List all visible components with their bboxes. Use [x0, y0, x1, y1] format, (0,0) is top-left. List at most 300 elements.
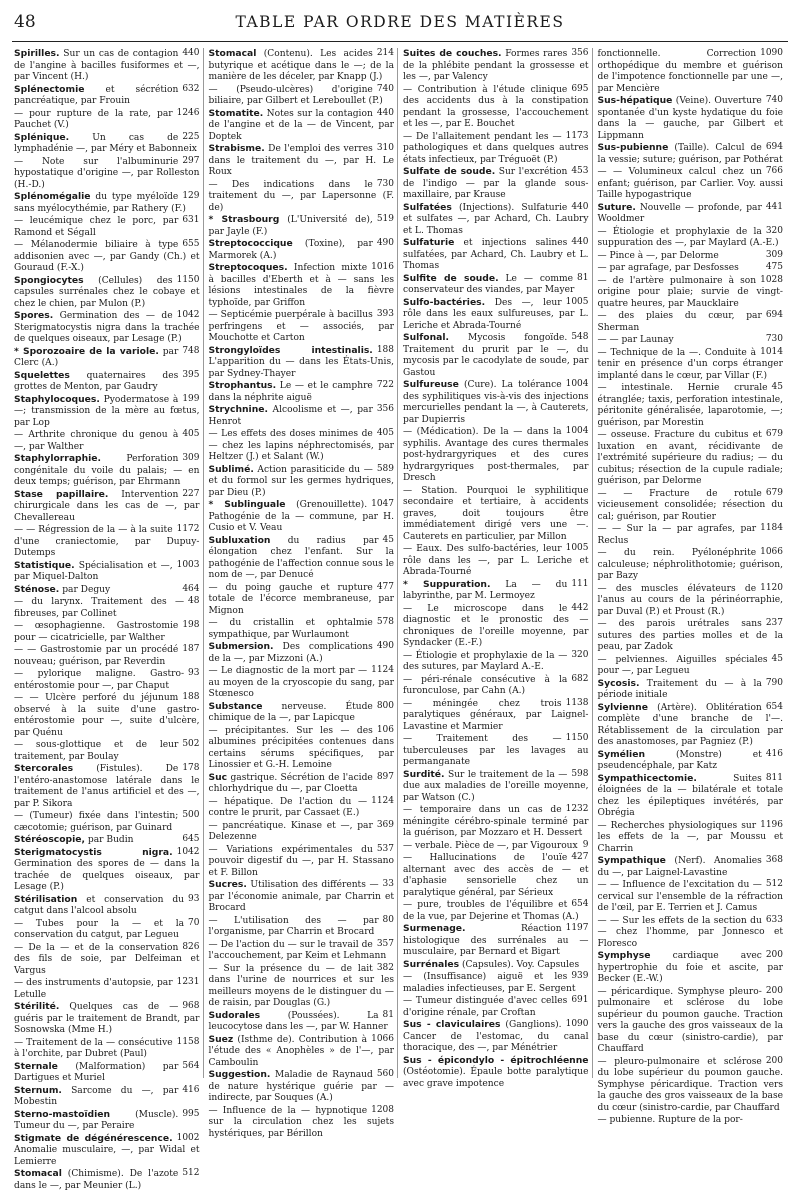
page-reference: 1231	[176, 977, 200, 987]
entry-text: — Variations expérimentales du pouvoir digestif du —, par H. Stassano et F. Billon	[208, 844, 394, 878]
page-reference: 227	[182, 488, 200, 499]
entry-text: par Budin	[87, 835, 134, 845]
entry-text: — De la — et de la conservation des fils de soie, par Delfeiman et Vargus	[14, 942, 200, 976]
page-reference: 766	[765, 166, 783, 176]
page-reference: 655	[182, 239, 200, 249]
index-entry	[14, 48, 200, 84]
index-entry	[209, 915, 395, 939]
entry-text: Infection mixte à bacilles d'Eberth et à — sans les lésions intestinales de la fièvre typhoïde, par Griffon	[208, 263, 394, 308]
index-entry	[209, 108, 395, 144]
page-reference: 490	[376, 238, 394, 248]
page-reference: 1047	[371, 499, 394, 509]
index-entry	[403, 804, 589, 840]
entry-heading: Stomatite.	[208, 107, 264, 119]
index-entry	[14, 1168, 200, 1192]
entry-heading: * Suppuration.	[403, 578, 491, 590]
page-reference: 416	[765, 748, 783, 759]
index-entry	[209, 262, 395, 309]
entry-text: — pelviennes. Aiguilles spéciales pour —, par Legueu	[597, 654, 768, 676]
index-entry	[14, 84, 200, 108]
index-entry	[209, 214, 395, 238]
page-reference: 1158	[176, 1036, 200, 1047]
index-entry	[14, 692, 200, 739]
index-entry	[598, 915, 784, 951]
index-entry	[209, 820, 395, 844]
page-reference: 512	[765, 879, 783, 889]
entry-text: — De l'allaitement pendant les — pathologiques et dans quelques autres états infectieux, par Tréguoët (P.)	[403, 131, 589, 165]
entry-heading: Sulfo-bactéries.	[403, 296, 486, 308]
entry-heading: Sténose.	[14, 583, 60, 595]
index-entry	[403, 202, 589, 238]
entry-text: (Ostéotomie). Épaule botte paralytique avec grave impotence	[403, 1067, 589, 1089]
index-entry	[14, 894, 200, 918]
page-reference: 695	[571, 83, 589, 94]
entry-heading: Squelettes	[14, 369, 70, 381]
entry-heading: Stérilité.	[14, 1001, 60, 1012]
entry-text: Sur un cas de contagion de l'angine à bacilles fusiformes et —, par Vincent (H.)	[14, 49, 200, 82]
index-entry	[14, 1001, 200, 1037]
entry-text: Quelques cas de — guéris par le traitement de Brandt, par Sosnowska (Mme H.)	[14, 1002, 200, 1035]
entry-heading: Suggestion.	[208, 1069, 271, 1080]
entry-text: — péricardique. Symphyse pleuro-pulmonaire et sclérose du lobe supérieur du poumon gauche. Traction vers la gauche des gros vaisseaux de la base du cœur (sinistro-cardie), par Chauffard	[597, 986, 783, 1054]
page-reference: 199	[182, 393, 200, 404]
index-entry	[598, 678, 784, 702]
entry-heading: Stérilisation	[14, 893, 78, 905]
page-reference: 129	[182, 191, 200, 201]
index-entry	[14, 834, 200, 847]
entry-text: Traitement du — à la période initiale	[597, 678, 762, 700]
entry-text: — péri-rénale consécutive à la furonculose, par Cahn (A.)	[403, 674, 568, 696]
page-reference: 1003	[176, 559, 200, 570]
index-entry	[598, 1056, 784, 1115]
entry-text: — — Régression de la — à la suite d'une craniectomie, par Dupuy-Dutemps	[14, 525, 200, 558]
page-reference: 631	[182, 215, 200, 225]
entry-text: — — Sur les effets de la section du — chez l'homme, par Jonnesco et Floresco	[597, 915, 783, 949]
page-reference: 200	[765, 950, 783, 960]
page-reference: 45	[771, 653, 783, 664]
page-reference: 578	[376, 617, 394, 627]
index-entry	[403, 543, 589, 579]
page-reference: 320	[765, 225, 783, 236]
page-reference: 1173	[565, 130, 589, 141]
index-entry	[209, 963, 395, 1010]
index-entry	[209, 428, 395, 464]
page-reference: 106	[376, 724, 394, 735]
entry-text: — Influence de la — hypnotique sur la circulation chez les sujets hystériques, par Bérillon	[208, 1105, 394, 1139]
entry-text: Nouvelle — profonde, par Wooldmer	[597, 202, 762, 224]
index-entry	[403, 131, 589, 167]
index-entry	[598, 702, 784, 749]
index-entry	[209, 796, 395, 820]
page-reference: 440	[182, 48, 200, 58]
page-reference: 477	[376, 581, 394, 592]
page-number: 48	[14, 12, 36, 32]
entry-text: — des muscles élévateurs de l'anus au cours de la périnéorraphie, par Duval (P.) et Proust (R.)	[597, 583, 783, 617]
page-reference: 1172	[176, 524, 200, 534]
index-entry	[14, 429, 200, 453]
page-reference: 405	[182, 429, 200, 439]
entry-text: La — du labyrinthe, par M. Lermoyez	[403, 579, 568, 601]
entry-text: — des plaies du cœur, par Sherman	[597, 311, 762, 333]
page-reference: 440	[376, 107, 394, 118]
entry-text: Pyodermatose à —; transmission de la mère au fœtus, par Lop	[14, 394, 200, 428]
entry-heading: Surdité.	[403, 768, 445, 780]
entry-text: — Pince à —, par Delorme	[597, 250, 719, 261]
entry-text: Réaction histologique des surrénales au — musculaire, par Bernard et Bigart	[403, 924, 589, 957]
entry-text: Mycosis fongoïde. Traitement du prurit par le —, du mycosis par le cacodylate de soude, par Gastou	[403, 333, 589, 378]
entry-heading: Sulfite de soude.	[403, 272, 499, 284]
page-reference: 237	[765, 618, 783, 628]
index-entry	[14, 1061, 200, 1085]
page-reference: 502	[182, 739, 200, 749]
entry-heading: Stercorales	[14, 763, 74, 774]
page-reference: 748	[182, 345, 200, 356]
index-entry	[14, 346, 200, 370]
entry-text: — — Ulcère perforé du jéjunum observé à la suite d'une gastro-entérostomie pour —, suite d'ulcère, par Quénu	[14, 693, 200, 738]
entry-text: nerveuse. Étude chimique de la —, par Lapicque	[208, 701, 373, 723]
page-reference: 440	[571, 237, 589, 247]
page-reference: 393	[376, 309, 394, 319]
entry-text: Notes sur la contagion de l'angine et de la — de Vincent, par Doptek	[208, 108, 394, 142]
index-entry	[403, 674, 589, 698]
entry-text: — de l'artère pulmonaire à son origine pour plaie; survie de vingt-quatre heures, par Maucklaire	[597, 275, 783, 309]
entry-text: (Artère). Oblitération complète d'une branche de l'—. Rétablissement de la circulation par des anastomoses, par Pagniez (P.)	[597, 702, 783, 747]
entry-text: (Contenu). Les acides butyrique et acétique dans le —; de la manière de les déceler, par Knapp (J.)	[208, 49, 394, 82]
index-entry	[598, 48, 784, 95]
entry-text: — — Volumineux calcul chez un enfant; guérison, par Carlier. Voy. aussi Taille hypogastrique	[597, 167, 783, 200]
entry-text: — pour rupture de la rate, par Pauchet (V.)	[14, 108, 173, 130]
entry-text: — Septicémie puerpérale à bacillus perfringens et — associés, par Mouchotte et Carton	[208, 310, 394, 343]
page-reference: 297	[182, 155, 200, 166]
index-entry	[598, 262, 784, 275]
entry-text: (Taille). Calcul de la vessie; suture; guérison, par Pothérat	[597, 143, 783, 165]
page-reference: 405	[376, 428, 394, 438]
page-reference: 1196	[760, 819, 783, 830]
page-reference: 1184	[760, 523, 783, 533]
page-reference: 93	[188, 893, 200, 904]
page-reference: 188	[376, 344, 394, 355]
entry-text: — pleuro-pulmonaire et sclérose du lobe supérieur du poumon gauche. Symphyse péricardique. Traction vers la gauche des gros vaisseaux de la base du cœur (sinistro-cardie, par Chauffard	[597, 1056, 783, 1113]
page-reference: 453	[571, 166, 589, 176]
index-entry	[598, 855, 784, 879]
index-entry	[598, 749, 784, 773]
page-reference: 826	[182, 941, 200, 952]
page-reference: 564	[182, 1060, 200, 1071]
index-entry	[14, 370, 200, 394]
page-reference: 320	[571, 649, 589, 660]
index-entry	[403, 852, 589, 899]
entry-text: gastrique. Sécrétion de l'acide chlorhydrique du —, par Cloetta	[208, 772, 373, 794]
page-reference: 740	[376, 83, 394, 94]
index-entry	[403, 995, 589, 1019]
entry-heading: Sudorales	[208, 1009, 261, 1021]
index-entry	[14, 763, 200, 810]
entry-text: Un cas de lymphadénie —, par Méry et Babonneix	[14, 132, 197, 154]
entry-heading: Splénique.	[14, 131, 70, 143]
entry-text: (Grenouillette). Pathogénie de la — commune, par H. Cusio et V. Veau	[208, 500, 394, 533]
entry-heading: Suites de couches.	[403, 48, 502, 59]
entry-heading: Sus - claviculaires	[403, 1019, 501, 1030]
index-column-4	[597, 48, 787, 1125]
index-entry	[14, 1037, 200, 1061]
entry-text: (Veine). Ouverture spontanée d'un kyste hydatique du foie dans la — gauche, par Gilbert et Lippmann	[597, 96, 783, 141]
entry-text: — — Influence de l'excitation du — cervical sur l'ensemble de la réfraction de l'œil, par E. Terrien et J. Camus	[597, 880, 783, 913]
index-entry	[14, 739, 200, 763]
entry-heading: Sympathicectomie.	[597, 772, 697, 784]
entry-text: — précipitantes. Sur les — des albumines précipitées contenues dans certains sérums spécifiques, par Linossier et G.-H. Lemoine	[208, 725, 394, 770]
index-entry	[14, 524, 200, 560]
entry-heading: Sublimé.	[208, 463, 254, 475]
page-reference: 512	[182, 1168, 200, 1178]
index-entry	[403, 650, 589, 674]
page-reference: 548	[571, 332, 589, 342]
index-entry	[14, 453, 200, 489]
index-entry	[209, 1010, 395, 1034]
entry-text: — leucémique chez le porc, par Ramond et Ségall	[14, 216, 179, 238]
entry-text: fonctionnelle. Correction orthopédique du membre et guérison de l'impotence fonctionnelle par une —, par Mencière	[597, 49, 783, 94]
entry-heading: Sympathique	[597, 855, 666, 866]
index-entry	[403, 297, 589, 333]
entry-text: — De l'action du — sur le travail de l'accouchement, par Keim et Lehmann	[208, 939, 387, 961]
index-entry	[14, 132, 200, 156]
entry-text: (Fistules). De l'entéro-anastomose latérale dans le traitement de l'anus artificiel et des —, par P. Sikora	[14, 764, 200, 809]
entry-text: — (Médication). De la — dans la syphilis. Avantage des cures thermales post-hydrargyriques et des cures hydrargyriques post-thermales, par Dresch	[403, 427, 589, 483]
page-reference: 694	[765, 310, 783, 320]
index-entry	[209, 380, 395, 404]
page-reference: 500	[182, 810, 200, 820]
entry-text: (Capsules). Voy. Capsules	[461, 959, 580, 970]
entry-heading: Sterigmatocystis nigra.	[14, 846, 173, 858]
page-reference: 475	[765, 262, 783, 272]
index-entry	[403, 840, 589, 853]
index-entry	[403, 923, 589, 959]
page-reference: 310	[376, 143, 394, 153]
entry-text: — œsophagienne. Gastrostomie pour — cicatricielle, par Walther	[14, 621, 179, 643]
entry-text: — du larynx. Traitement des — fibreuses, par Collinet	[14, 597, 185, 619]
index-entry	[598, 488, 784, 524]
page-reference: 730	[765, 334, 783, 344]
entry-text: — Tubes pour la — et la conservation du catgut, par Legueu	[14, 918, 185, 940]
page-reference: 395	[182, 369, 200, 380]
page-reference: 309	[765, 249, 783, 260]
entry-text: — Le microscope dans le diagnostic et le pronostic des — chroniques de l'oreille moyenne, par Syndacker (E.-F.)	[403, 603, 589, 648]
page-reference: 111	[571, 578, 589, 589]
entry-heading: Strychnine.	[208, 404, 268, 415]
entry-text: — Note sur l'albuminurie hypostatique d'origine —, par Rolleston (H.-D.)	[14, 156, 200, 190]
entry-heading: Strabisme.	[208, 143, 265, 154]
entry-text: — pancréatique. Kinase et —, par Delezenne	[208, 820, 373, 842]
page-reference: 442	[571, 602, 589, 613]
entry-text: quaternaires des grottes de Menton, par Gaudry	[14, 370, 179, 392]
entry-text: — hépatique. De l'action du — contre le prurit, par Cassaet (E.)	[208, 796, 368, 818]
page-reference: 800	[376, 700, 394, 711]
entry-text: du radius par élongation chez l'enfant. Sur la pathogénie de l'affection connue sous le nom de —, par Denucé	[208, 535, 394, 580]
entry-text: — pylorique maligne. Gastro-entérostomie pour —, par Chaput	[14, 669, 185, 691]
entry-heading: Sus-hépatique	[597, 95, 673, 106]
page-reference: 356	[376, 404, 394, 414]
entry-text: (Isthme de). Contribution à l'étude des « Anophèles » de l'—, par Camboulin	[208, 1034, 394, 1068]
index-entry	[598, 879, 784, 915]
entry-text: — L'utilisation des — par l'organisme, par Charrin et Brocard	[208, 915, 379, 937]
index-entry	[403, 84, 589, 131]
page-reference: 441	[765, 201, 783, 212]
index-entry	[403, 426, 589, 485]
page-reference: 682	[571, 673, 589, 684]
entry-heading: Sylvienne	[597, 701, 648, 713]
index-entry	[598, 986, 784, 1056]
index-entry	[403, 332, 589, 379]
index-entry	[14, 847, 200, 894]
page-reference: 1124	[371, 665, 394, 675]
index-entry	[598, 310, 784, 334]
entry-heading: Stase papillaire.	[14, 488, 109, 500]
page-reference: 1016	[371, 262, 394, 272]
page-reference: 679	[765, 429, 783, 439]
index-columns	[14, 48, 786, 1191]
index-entry	[209, 179, 395, 215]
page-reference: 968	[182, 1001, 200, 1011]
page-reference: 939	[571, 971, 589, 981]
page-reference: 1028	[760, 274, 783, 285]
index-entry	[209, 535, 395, 582]
entry-text: — (Tumeur) fixée dans l'intestin; cæcotomie; guérison, par Guinard	[14, 811, 179, 833]
entry-heading: Suc	[208, 771, 228, 783]
entry-heading: Splénectomie	[14, 83, 85, 95]
entry-text: Anomalie musculaire, —, par Widal et Lemierre	[14, 1145, 200, 1167]
entry-text: — Hallucinations de l'ouïe alternant avec des accès de — et d'aphasie sensorielle chez un paralytique général, par Sérieux	[403, 853, 589, 898]
entry-heading: * Sublinguale	[208, 499, 286, 510]
entry-text: et injections salines sulfatées, par Achard, Ch. Laubry et L. Thomas	[403, 238, 589, 271]
index-entry	[209, 641, 395, 665]
index-entry	[209, 844, 395, 880]
entry-text: Utilisation des différents — par l'économie animale, par Charrin et Brocard	[208, 880, 394, 913]
page-reference: 464	[182, 583, 200, 594]
page-reference: 1090	[760, 48, 783, 58]
page-reference: 811	[765, 772, 783, 783]
page-reference: 1014	[760, 346, 783, 357]
entry-heading: Stéréoscopie,	[14, 834, 85, 845]
index-entry	[209, 1034, 395, 1070]
index-entry	[209, 404, 395, 428]
entry-heading: Substance	[208, 700, 263, 712]
index-entry	[598, 773, 784, 820]
entry-text: — verbale. Pièce de —, par Vigouroux	[403, 840, 578, 851]
entry-text: par Deguy	[62, 584, 111, 595]
entry-text: — méningée chez trois paralytiques généraux, par Laignel-Lavastine et Marmier	[403, 698, 589, 732]
entry-text: du type myéloïde sans myélocythémie, par Rathery (F.)	[14, 192, 186, 214]
entry-text: — Tumeur distinguée d'avec celles d'origine rénale, par Croftan	[403, 996, 568, 1018]
entry-heading: Staphylocoques.	[14, 393, 100, 405]
page-header	[0, 0, 800, 40]
entry-heading: Symélien	[597, 748, 645, 760]
entry-text: — Traitement des — tuberculeuses par les lavages au permanganate	[403, 734, 589, 767]
entry-text: — Sur la présence du — de lait dans l'urine de nourrices et sur les meilleurs moyens de le distinguer du — de raisin, par Douglas (G.)	[208, 963, 394, 1008]
page-reference: 356	[571, 48, 589, 58]
index-entry	[598, 334, 784, 347]
index-entry	[403, 379, 589, 426]
entry-heading: Sulfate de soude.	[403, 166, 496, 177]
index-entry	[403, 273, 589, 297]
page-reference: 70	[188, 917, 200, 928]
entry-heading: Strongyloïdes intestinalis.	[208, 344, 373, 356]
page-reference: 45	[771, 382, 783, 392]
page-reference: 81	[382, 1009, 394, 1020]
entry-heading: Strophantus.	[208, 380, 277, 391]
index-entry	[209, 238, 395, 262]
entry-heading: Stomacal	[208, 48, 257, 59]
entry-heading: Submersion.	[208, 641, 274, 652]
entry-heading: Sternum.	[14, 1084, 62, 1096]
entry-text: — des parois urétrales sans sutures des parties molles et de la peau, par Zadok	[597, 619, 783, 652]
index-entry	[209, 939, 395, 963]
entry-text: — des instruments d'autopsie, par Letulle	[14, 978, 173, 1000]
entry-heading: * Strasbourg	[208, 214, 280, 225]
entry-text: Le — comme conservateur des viandes, par Mayer	[403, 273, 575, 295]
page-reference: 1138	[565, 697, 589, 708]
page-reference: 1005	[565, 543, 589, 553]
index-column-2	[208, 48, 399, 1139]
entry-text: — temporaire dans un cas de méningite cérébro-spinale terminé par la guérison, par Mozzaro et H. Dessert	[403, 805, 589, 838]
entry-text: — Des indications dans le traitement du —, par Lapersonne (F. de)	[208, 179, 394, 213]
index-entry	[209, 701, 395, 725]
index-entry	[598, 950, 784, 986]
entry-text: (L'Université de), par Jayle (F.)	[208, 215, 373, 237]
index-entry	[403, 698, 589, 734]
index-entry	[598, 166, 784, 202]
entry-text: — Recherches physiologiques sur les effets de la —, par Moussu et Charrin	[597, 820, 783, 854]
index-entry	[14, 668, 200, 692]
entry-text: Des —, leur rôle dans les eaux sulfureuses, par L. Leriche et Abrada-Tourné	[403, 297, 589, 331]
entry-heading: Sycosis.	[597, 677, 640, 689]
page-reference: 427	[571, 852, 589, 862]
entry-text: — Étiologie et prophylaxie de la suppuration des —, par Maylard (A.-E.)	[597, 226, 779, 248]
entry-text: (Malformation) par Dartigues et Muriel	[14, 1061, 179, 1083]
page-reference: 560	[376, 1069, 394, 1079]
entry-text: Le — et le camphre dans la néphrite aiguë	[208, 381, 373, 403]
entry-text: Maladie de Raynaud de nature hystérique guérie par — indirecte, par Souques (A.)	[208, 1070, 394, 1103]
entry-text: — du rein. Pyélonéphrite calculeuse; néphrolithotomie; guérison, par Bazy	[597, 548, 783, 581]
page-reference: 1150	[565, 733, 589, 743]
index-entry	[209, 617, 395, 641]
index-entry	[14, 560, 200, 584]
entry-text: cardiaque avec hypertrophie du foie et ascite, par Becker (E.-W.)	[597, 951, 783, 984]
index-entry	[14, 156, 200, 192]
index-entry	[403, 899, 589, 923]
entry-text: (Toxine), par Marmorek (A.)	[208, 239, 373, 261]
page-reference: 589	[376, 463, 394, 474]
index-entry	[403, 485, 589, 544]
index-entry	[14, 394, 200, 430]
index-entry	[14, 275, 200, 311]
entry-heading: Suez	[208, 1033, 234, 1045]
page-reference: 1197	[565, 923, 589, 933]
entry-text: — — Fracture de rotule vicieusement consolidée; résection du cal; guérison, par Routier	[597, 488, 783, 522]
page-title: TABLE PAR ORDRE DES MATIÈRES	[235, 13, 565, 31]
page-reference: 722	[376, 380, 394, 390]
page-reference: 178	[182, 763, 200, 773]
entry-text: — Le diagnostic de la mort par — au moyen de la cryoscopie du sang, par Stœnesco	[208, 666, 394, 699]
entry-text: et sécrétion pancréatique, par Frouin	[14, 84, 179, 106]
index-entry	[209, 582, 395, 618]
entry-text: L'apparition du — dans les États-Unis, par Sydney-Thayer	[208, 357, 394, 379]
page-reference: 1066	[760, 547, 783, 557]
entry-heading: Spirilles.	[14, 48, 60, 59]
index-entry	[403, 733, 589, 769]
page-reference: 1042	[176, 846, 200, 857]
entry-text: Sur l'excrétion de l'indigo — par la glande sous-maxillaire, par Krause	[403, 167, 589, 200]
index-entry	[209, 1069, 395, 1105]
entry-text: (Nerf). Anomalies du —, par Laignel-Lavastine	[597, 856, 762, 878]
